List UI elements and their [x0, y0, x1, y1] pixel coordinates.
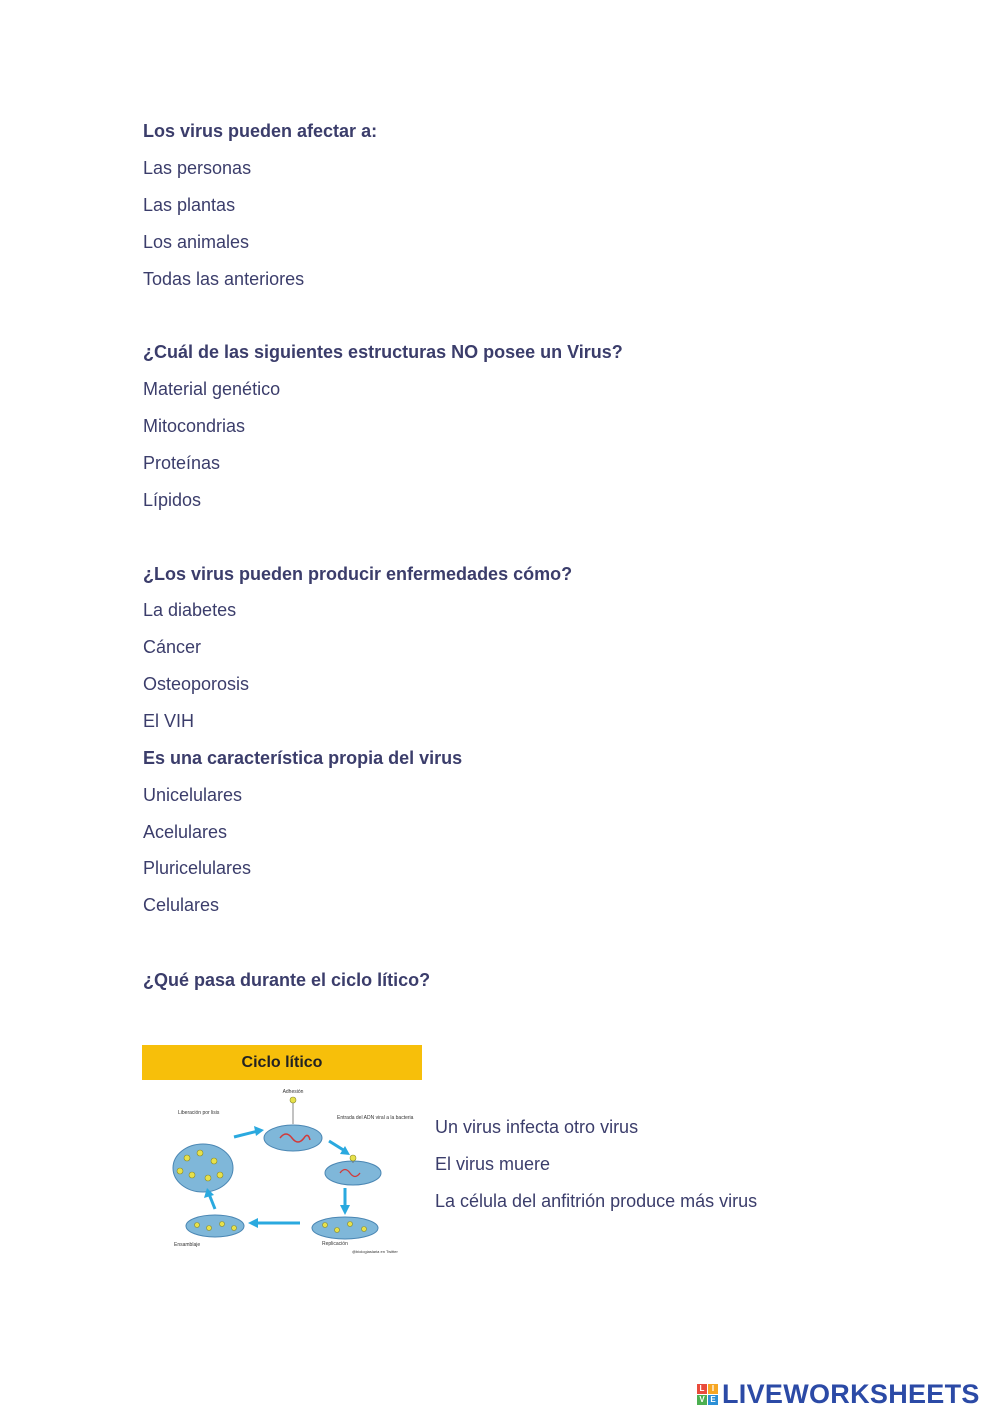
question-2: ¿Cuál de las siguientes estructuras NO posee un Virus?	[143, 342, 623, 362]
q5-option-2[interactable]: El virus muere	[435, 1154, 551, 1174]
question-4: Es una característica propia del virus	[143, 748, 463, 768]
q4-option-4[interactable]: Celulares	[143, 895, 220, 915]
logo-letter-i: I	[708, 1384, 718, 1394]
q4-option-3[interactable]: Pluricelulares	[143, 858, 252, 878]
lytic-cycle-diagram	[142, 1083, 422, 1255]
lytic-cycle-figure	[142, 1045, 422, 1255]
q2-option-1[interactable]: Material genético	[143, 379, 281, 399]
label-ensamblaje: Ensamblaje	[174, 1242, 201, 1248]
label-entrada: Entrada del ADN viral a la bacteria	[337, 1115, 414, 1121]
q1-option-1[interactable]: Las personas	[143, 158, 252, 178]
brand-name: LIVEWORKSHEETS	[722, 1378, 980, 1409]
figure-title: Ciclo lítico	[142, 1045, 422, 1080]
q5-option-1[interactable]: Un virus infecta otro virus	[435, 1117, 639, 1137]
label-replicacion: Replicación	[322, 1241, 348, 1247]
logo-letter-v: V	[697, 1395, 707, 1405]
label-liberacion: Liberación por lisis	[178, 1110, 220, 1116]
logo-icon	[697, 1384, 718, 1405]
q2-option-4[interactable]: Lípidos	[143, 490, 202, 510]
question-3: ¿Los virus pueden producir enfermedades cómo?	[143, 564, 573, 584]
q1-option-2[interactable]: Las plantas	[143, 195, 236, 215]
logo-letter-e: E	[708, 1395, 718, 1405]
q1-option-4[interactable]: Todas las anteriores	[143, 269, 305, 289]
q3-option-4[interactable]: El VIH	[143, 711, 195, 731]
liveworksheets-logo	[697, 1378, 980, 1410]
label-credit: @biologiaslaria en Twitter	[352, 1249, 398, 1254]
question-1: Los virus pueden afectar a:	[143, 121, 378, 141]
q3-option-3[interactable]: Osteoporosis	[143, 674, 250, 694]
q2-option-2[interactable]: Mitocondrias	[143, 416, 246, 436]
q3-option-1[interactable]: La diabetes	[143, 600, 237, 620]
q5-option-3[interactable]: La célula del anfitrión produce más virus	[435, 1191, 758, 1211]
logo-letter-l: L	[697, 1384, 707, 1394]
q4-option-1[interactable]: Unicelulares	[143, 785, 243, 805]
question-5: ¿Qué pasa durante el ciclo lítico?	[143, 970, 431, 990]
q2-option-3[interactable]: Proteínas	[143, 453, 221, 473]
q4-option-2[interactable]: Acelulares	[143, 822, 228, 842]
q3-option-2[interactable]: Cáncer	[143, 637, 202, 657]
q1-option-3[interactable]: Los animales	[143, 232, 250, 252]
label-adhesion: Adhesión	[282, 1089, 304, 1095]
